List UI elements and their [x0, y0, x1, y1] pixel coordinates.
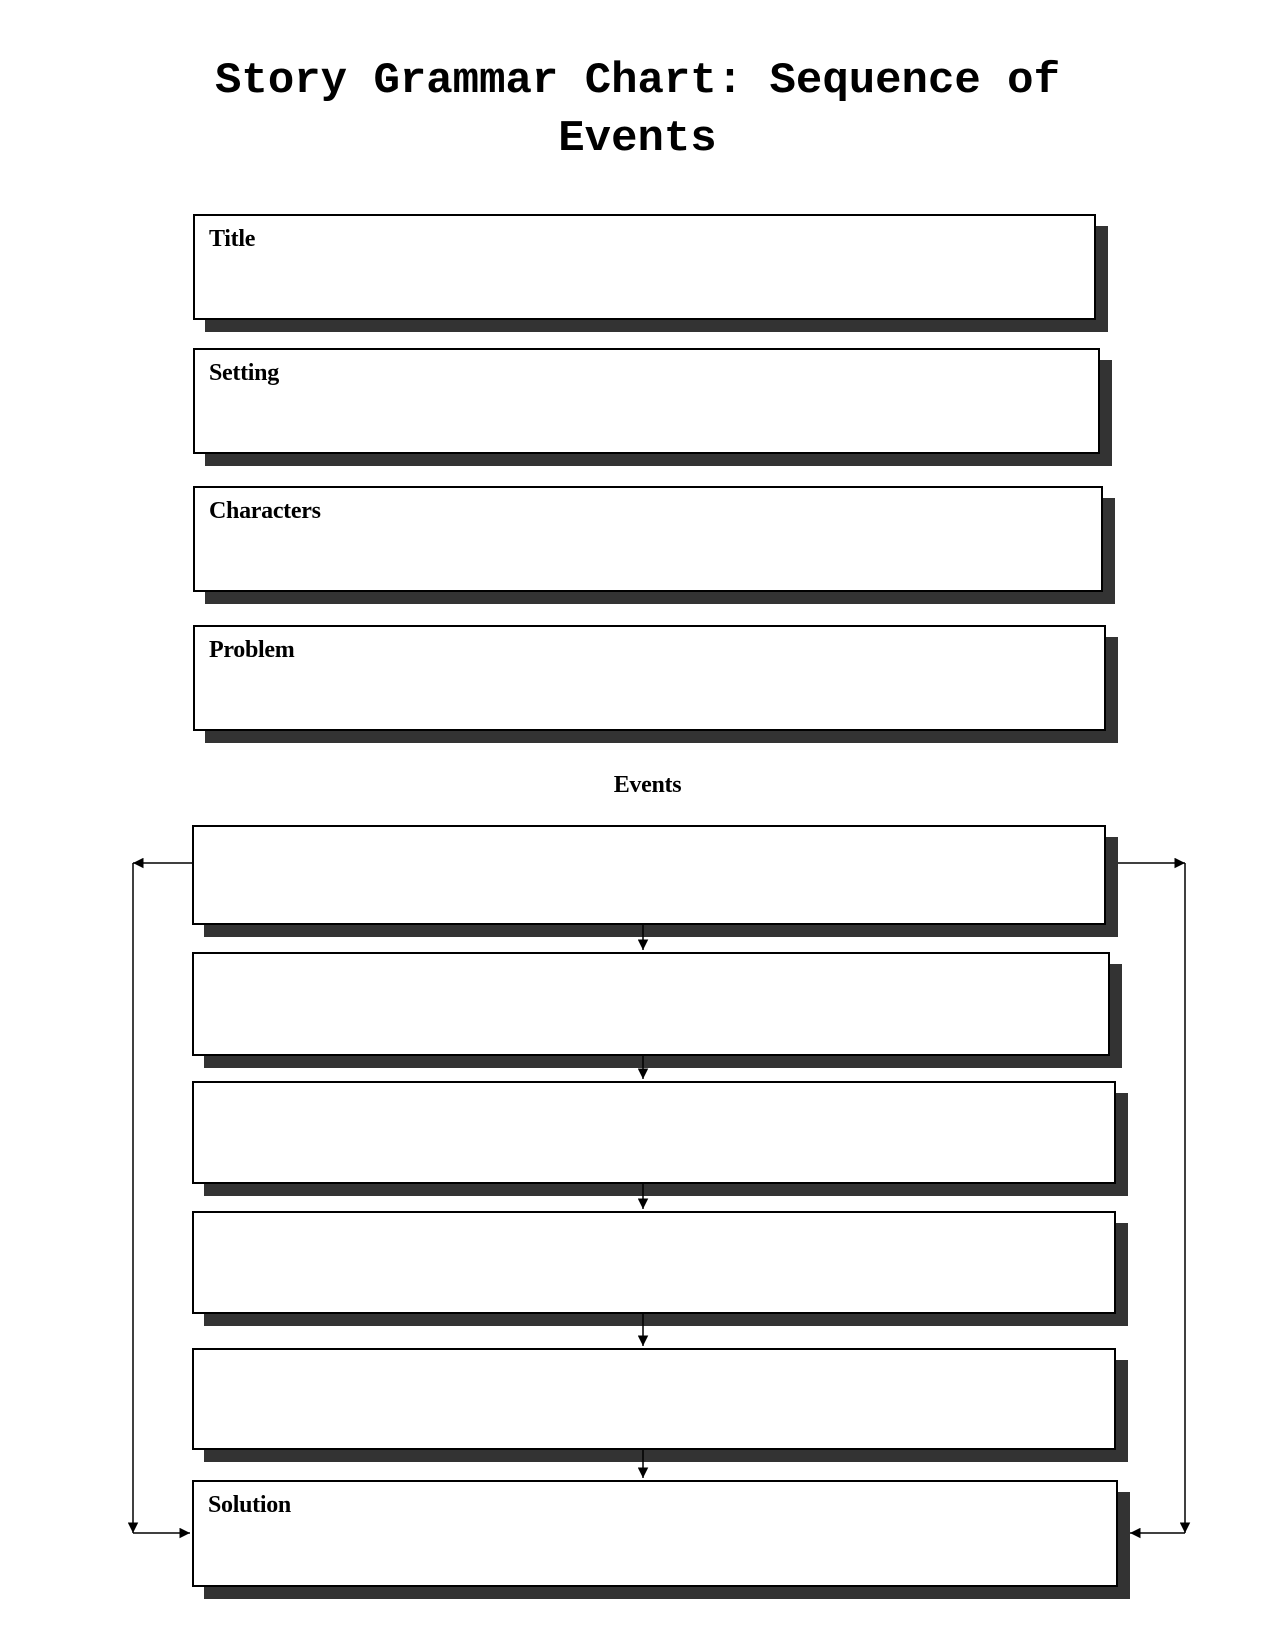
event-box-1[interactable] — [192, 825, 1106, 925]
event-box-3[interactable] — [192, 1081, 1116, 1184]
title-box[interactable] — [193, 214, 1096, 320]
characters-box[interactable] — [193, 486, 1103, 592]
events-heading: Events — [613, 772, 682, 798]
characters-box-label: Characters — [209, 498, 321, 524]
solution-box-label: Solution — [208, 1492, 291, 1518]
problem-box[interactable] — [193, 625, 1106, 731]
event-box-4[interactable] — [192, 1211, 1116, 1314]
event-box-5[interactable] — [192, 1348, 1116, 1450]
page-title: Story Grammar Chart: Sequence of Events — [215, 56, 1060, 164]
solution-box[interactable] — [192, 1480, 1118, 1587]
setting-box[interactable] — [193, 348, 1100, 454]
problem-box-label: Problem — [209, 637, 295, 663]
setting-box-label: Setting — [209, 360, 279, 386]
title-box-label: Title — [209, 226, 256, 252]
event-box-2[interactable] — [192, 952, 1110, 1056]
